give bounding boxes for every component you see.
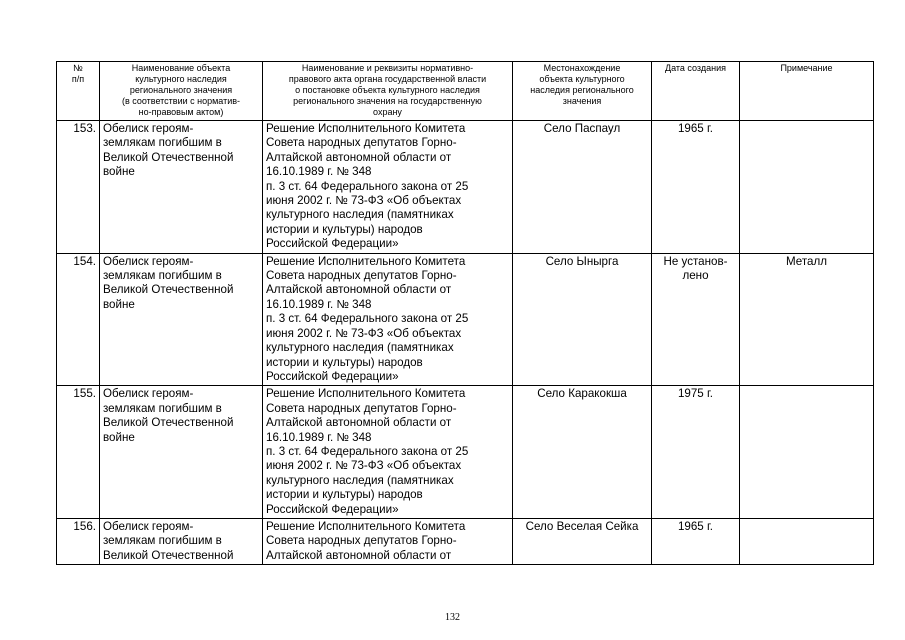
cell-num: 154. [57, 253, 100, 386]
cell-object-name: Обелиск героям- землякам погибшим в Великой Отечественной войне [100, 121, 263, 254]
cell-date: 1965 г. [652, 518, 740, 564]
cell-note [740, 121, 874, 254]
cell-legal-act: Решение Исполнительного Комитета Совета народных депутатов Горно- Алтайской автономной области от 16.10.1989 г. № 348 п. 3 ст. 64 Федерального закона от 25 июня 2002 г. № 73-ФЗ «Об объектах культурного наследия (памятниках истории и культуры) народов Российской Федерации» [263, 121, 513, 254]
header-legal-act: Наименование и реквизиты нормативно- правового акта органа государственной власти о постановке объекта культурного наследия регионального значения на государственную охрану [263, 62, 513, 121]
header-location: Местонахождение объекта культурного наследия регионального значения [513, 62, 652, 121]
cell-date: 1965 г. [652, 121, 740, 254]
header-date: Дата создания [652, 62, 740, 121]
header-object-name: Наименование объекта культурного наследия регионального значения (в соответствии с норматив- но-правовым актом) [100, 62, 263, 121]
table-header-row [57, 62, 874, 121]
cell-date: Не установ- лено [652, 253, 740, 386]
table-row [57, 518, 874, 564]
header-num: № п/п [57, 62, 100, 121]
cell-legal-act: Решение Исполнительного Комитета Совета народных депутатов Горно- Алтайской автономной области от [263, 518, 513, 564]
cell-note [740, 518, 874, 564]
cell-location: Село Веселая Сейка [513, 518, 652, 564]
table-row [57, 253, 874, 386]
cell-num: 153. [57, 121, 100, 254]
cell-note: Металл [740, 253, 874, 386]
cell-date: 1975 г. [652, 386, 740, 519]
cell-note [740, 386, 874, 519]
table-row [57, 386, 874, 519]
header-note: Примечание [740, 62, 874, 121]
cell-location: Село Ынырга [513, 253, 652, 386]
cell-object-name: Обелиск героям- землякам погибшим в Великой Отечественной войне [100, 386, 263, 519]
cell-object-name: Обелиск героям- землякам погибшим в Великой Отечественной войне [100, 253, 263, 386]
cell-num: 155. [57, 386, 100, 519]
cell-num: 156. [57, 518, 100, 564]
cell-legal-act: Решение Исполнительного Комитета Совета народных депутатов Горно- Алтайской автономной области от 16.10.1989 г. № 348 п. 3 ст. 64 Федерального закона от 25 июня 2002 г. № 73-ФЗ «Об объектах культурного наследия (памятниках истории и культуры) народов Российской Федерации» [263, 253, 513, 386]
cell-location: Село Каракокша [513, 386, 652, 519]
heritage-objects-table [56, 61, 874, 565]
page-number: 132 [445, 612, 460, 623]
cell-legal-act: Решение Исполнительного Комитета Совета народных депутатов Горно- Алтайской автономной области от 16.10.1989 г. № 348 п. 3 ст. 64 Федерального закона от 25 июня 2002 г. № 73-ФЗ «Об объектах культурного наследия (памятниках истории и культуры) народов Российской Федерации» [263, 386, 513, 519]
table-row [57, 121, 874, 254]
cell-location: Село Паспаул [513, 121, 652, 254]
cell-object-name: Обелиск героям- землякам погибшим в Великой Отечественной [100, 518, 263, 564]
